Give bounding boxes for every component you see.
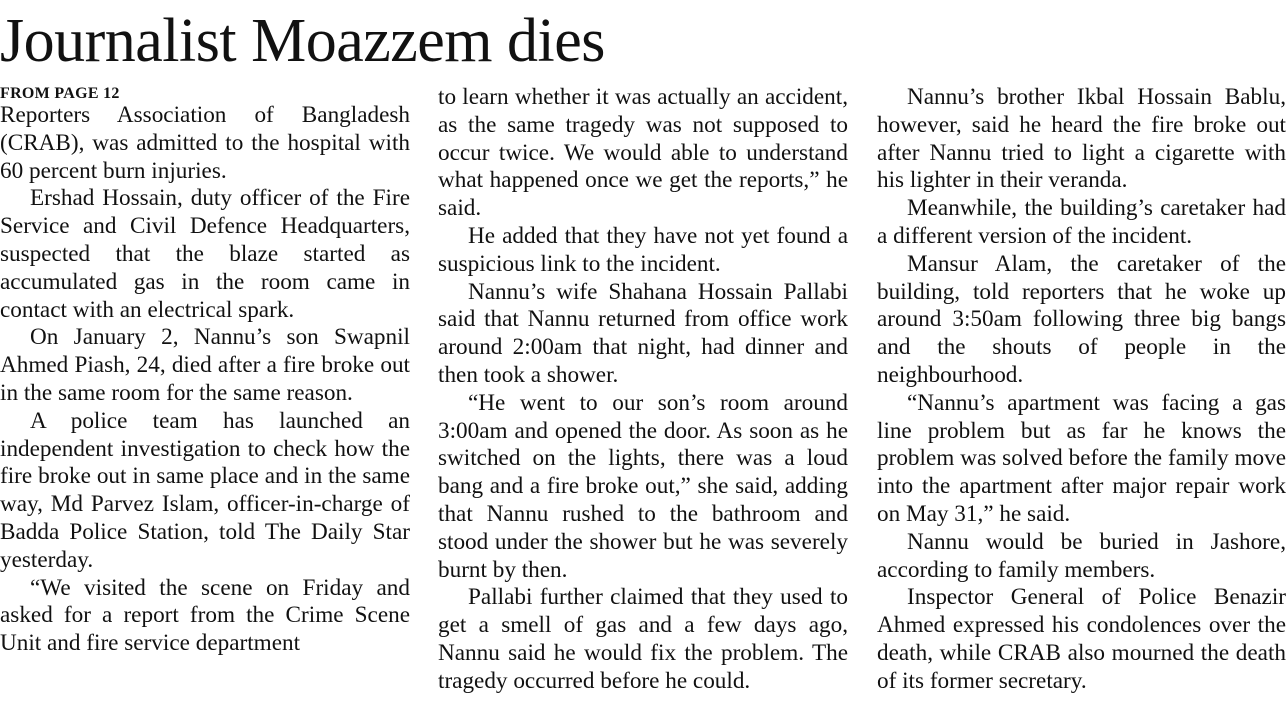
paragraph: He added that they have not yet found a suspicious link to the incident. bbox=[438, 222, 848, 277]
headline: Journalist Moazzem dies bbox=[0, 7, 605, 75]
paragraph: On January 2, Nannu’s son Swapnil Ahmed Piash, 24, died after a fire broke out in the same room for the same reason. bbox=[0, 324, 410, 406]
article-column-2 bbox=[438, 84, 848, 696]
paragraph: Reporters Association of Bangladesh (CRAB), was admitted to the hospital with 60 percent burn injuries. bbox=[0, 102, 410, 184]
paragraph: Pallabi further claimed that they used to get a smell of gas and a few days ago, Nannu said he would fix the problem. The tragedy occurred before he could. bbox=[438, 584, 848, 694]
paragraph: “Nannu’s apartment was facing a gas line problem but as far he knows the problem was solved before the family move into the apartment after major repair work on May 31,” he said. bbox=[877, 389, 1286, 527]
paragraph: Nannu’s brother Ikbal Hossain Bablu, however, said he heard the fire broke out after Nannu tried to light a cigarette with his lighter in their veranda. bbox=[877, 84, 1286, 194]
paragraph: Mansur Alam, the caretaker of the building, told reporters that he woke up around 3:50am following three big bangs and the shouts of people in the neighbourhood. bbox=[877, 250, 1286, 388]
paragraph: Meanwhile, the building’s caretaker had a different version of the incident. bbox=[877, 195, 1286, 249]
article-column-1 bbox=[0, 84, 410, 658]
paragraph: Ershad Hossain, duty officer of the Fire Service and Civil Defence Headquarters, suspected that the blaze started as accumulated gas in the room came in contact with an electrical spark. bbox=[0, 185, 410, 323]
paragraph: Nannu would be buried in Jashore, according to family members. bbox=[877, 528, 1286, 583]
paragraph: Nannu’s wife Shahana Hossain Pallabi said that Nannu returned from office work around 2:00am that night, had dinner and then took a shower. bbox=[438, 278, 848, 388]
continued-from-label: FROM PAGE 12 bbox=[0, 85, 120, 102]
article-column-3 bbox=[877, 84, 1286, 696]
paragraph: A police team has launched an independent investigation to check how the fire broke out in same place and in the same way, Md Parvez Islam, officer-in-charge of Badda Police Station, told The Daily Star yesterday. bbox=[0, 407, 410, 573]
paragraph: Inspector General of Police Benazir Ahmed expressed his condolences over the death, while CRAB also mourned the death of its former secretary. bbox=[877, 584, 1286, 694]
paragraph: “He went to our son’s room around 3:00am and opened the door. As soon as he switched on the lights, there was a loud bang and a fire broke out,” she said, adding that Nannu rushed to the bathroom and stood under the shower but he was severely burnt by then. bbox=[438, 389, 848, 583]
paragraph: “We visited the scene on Friday and asked for a report from the Crime Scene Unit and fire service department bbox=[0, 574, 410, 657]
paragraph: to learn whether it was actually an accident, as the same tragedy was not supposed to occur twice. We would able to understand what happened once we get the reports,” he said. bbox=[438, 84, 848, 222]
